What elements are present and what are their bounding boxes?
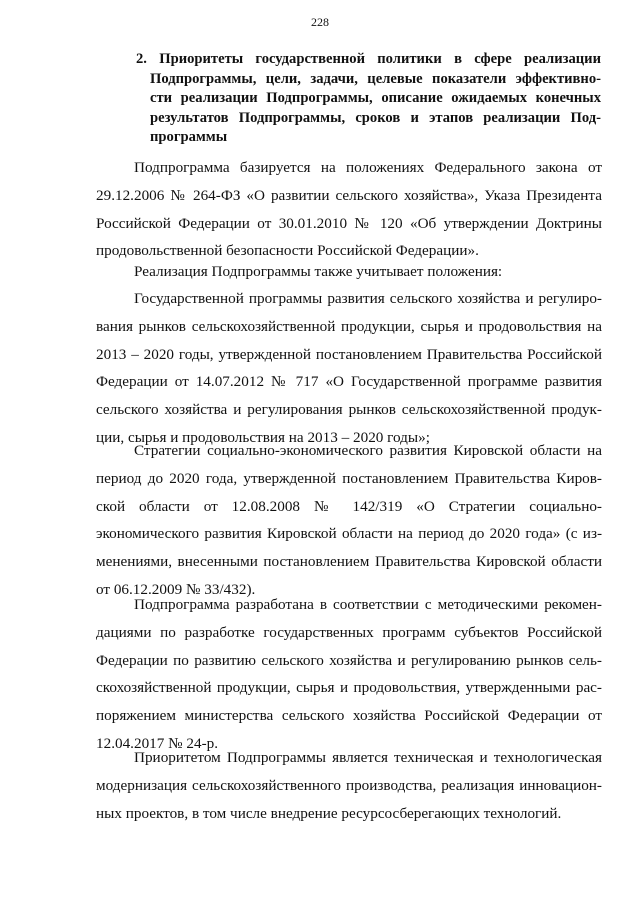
paragraph-line: 29.12.2006 № 264-ФЗ «О развитии сельского хозяйства», Указа Президента — [96, 186, 602, 204]
paragraph-line: Федерации по развитию сельского хозяйства и регулированию рынков сель- — [96, 651, 602, 669]
paragraph-line: Подпрограмма базируется на положениях Федерального закона от — [134, 159, 602, 176]
paragraph-line: ции, сырья и продовольствия на 2013 – 2020 годы»; — [96, 428, 430, 446]
paragraph-line: продовольственной безопасности Российской Федерации». — [96, 242, 479, 260]
paragraph-line: 2013 – 2020 годы, утвержденной постановлением Правительства Российской — [96, 345, 602, 363]
paragraph-methodology — [96, 591, 602, 758]
paragraph-line: Российской Федерации от 30.01.2010 № 120 «Об утверждении Доктрины — [96, 214, 602, 232]
paragraph-line: ской области от 12.08.2008 № 142/319 «О Стратегии социально- — [96, 497, 602, 515]
paragraph-priority — [96, 744, 602, 827]
paragraph-line: экономического развития Кировской области на период до 2020 года» (с из- — [96, 525, 602, 543]
paragraph-line: период до 2020 года, утвержденной постановлением Правительства Киров- — [96, 469, 602, 487]
heading-line: сти реализации Подпрограммы, описание ожидаемых конечных — [150, 90, 601, 106]
paragraph-line: Приоритетом Подпрограммы является техническая и технологическая — [134, 749, 602, 766]
paragraph-line: от 06.12.2009 № 33/432). — [96, 580, 256, 598]
section-heading — [136, 50, 601, 148]
paragraph-line: ных проектов, в том числе внедрение ресурсосберегающих технологий. — [96, 804, 562, 822]
heading-line: Подпрограммы, цели, задачи, целевые показатели эффективно- — [150, 70, 601, 87]
heading-line: 2. Приоритеты государственной политики в сфере реализации — [136, 51, 601, 67]
paragraph-line: Стратегии социально-экономического развития Кировской области на — [134, 442, 602, 459]
paragraph-line: поряжением министерства сельского хозяйства Российской Федерации от — [96, 707, 602, 725]
paragraph-line: Федерации от 14.07.2012 № 717 «О Государственной программе развития — [96, 373, 602, 391]
paragraph-line: модернизация сельскохозяйственного производства, реализация инновацион- — [96, 776, 602, 794]
paragraph-line: скохозяйственной продукции, сырья и продовольствия, утвержденными рас- — [96, 679, 602, 697]
paragraph-line: 12.04.2017 № 24-р. — [96, 734, 219, 752]
paragraph-line: Государственной программы развития сельского хозяйства и регулиро- — [134, 290, 602, 307]
paragraph-line: дациями по разработке государственных программ субъектов Российской — [96, 623, 602, 641]
paragraph-line: вания рынков сельскохозяйственной продукции, сырья и продовольствия на — [96, 317, 602, 335]
paragraph-regional-strategy — [96, 437, 602, 604]
paragraph-line: Подпрограмма разработана в соответствии с методическими рекомен- — [134, 596, 602, 613]
paragraph-line: сельского хозяйства и регулирования рынков сельскохозяйственной продук- — [96, 401, 602, 419]
heading-line: результатов Подпрограммы, сроков и этапов реализации Под- — [150, 109, 601, 126]
paragraph-legal-basis — [96, 154, 602, 265]
heading-line: программы — [150, 129, 228, 145]
paragraph-line: Реализация Подпрограммы также учитывает положения: — [134, 263, 503, 280]
paragraph-line: менениями, внесенными постановлением Правительства Кировской области — [96, 553, 602, 571]
paragraph-provisions-intro — [96, 258, 602, 286]
paragraph-state-program — [96, 285, 602, 452]
page-number: 228 — [311, 15, 329, 29]
